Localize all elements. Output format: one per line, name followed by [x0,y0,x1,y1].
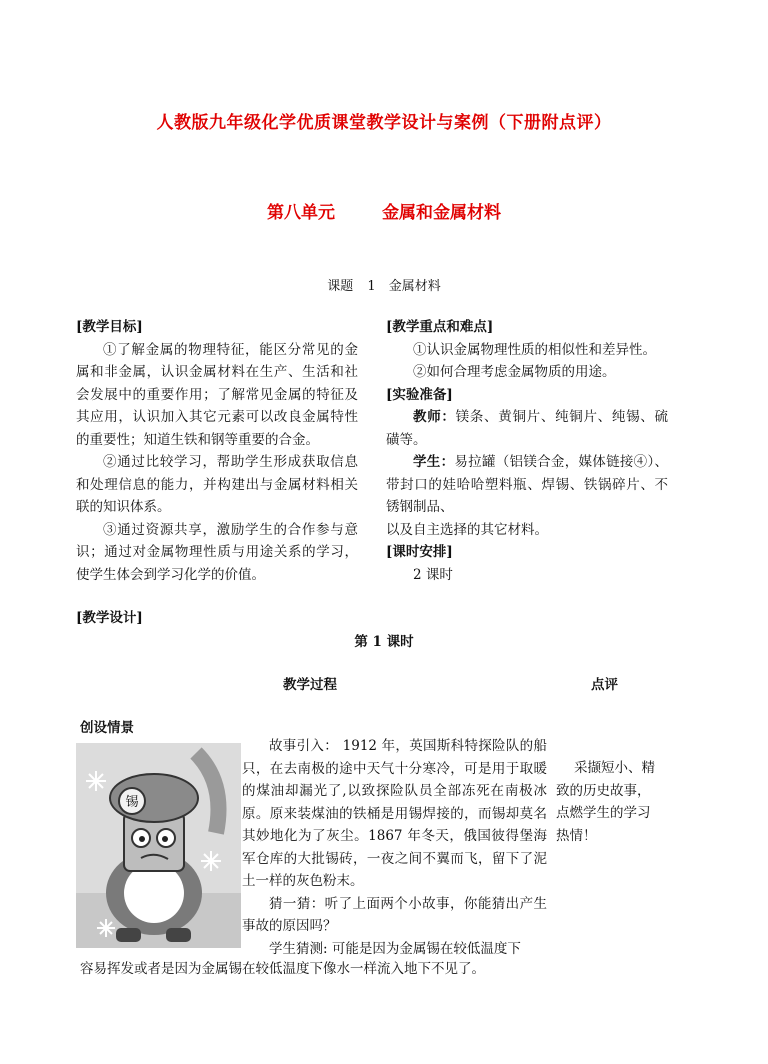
tin-character-illustration [76,743,241,948]
prep-student [386,451,668,519]
prep-teacher [386,406,668,451]
unit-title: 第八单元 金属和金属材料 [267,203,501,223]
prep-student-extra: 以及自主选择的其它材料。 [386,521,548,538]
objectives-heading: [教学目标] [76,319,143,335]
lesson-title: 课题 1 金属材料 [327,279,441,294]
prep-heading: [实验准备] [386,386,453,403]
key-points-heading: [教学重点和难点] [386,319,494,335]
document-title: 人教版九年级化学优质课堂教学设计与案例（下册附点评） [156,113,612,133]
tin-badge: 锡 [125,795,139,810]
key-point-item-2: ②如何合理考虑金属物质的用途。 [413,364,616,380]
guess-question: 猜一猜：听了上面两个小故事，你能猜出产生事故的原因吗？ [242,895,547,934]
objectives-section [76,316,358,586]
student-label: 学生： [413,454,455,470]
objective-item-3: ③通过资源共享，激励学生的合作参与意识；通过对金属物理性质与用途关系的学习，使学生体会到学习化学的价值。 [76,521,358,583]
student-materials: 易拉罐（铝镁合金，媒体链接④）、带封口的娃哈哈塑料瓶、焊锡、铁锅碎片、不锈钢制品、 [386,454,668,515]
key-point-item-1: ①认识金属物理性质的相似性和差异性。 [413,341,656,358]
student-guess-continued: 容易挥发或者是因为金属锡在较低温度下像水一样流入地下不见了。 [80,961,485,977]
comment-text: 采撷短小、精致的历史故事，点燃学生的学习热情！ [556,760,655,844]
scene-heading: 创设情景 [80,720,134,736]
comment-column-header: 点评 [591,677,618,693]
period-title: 第 1 课时 [354,634,414,650]
teacher-materials: 镁条、黄铜片、纯铜片、纯锡、硫磺等。 [386,409,669,448]
objective-item-2: ②通过比较学习，帮助学生形成获取信息和处理信息的能力，并构建出与金属材料相关联的知识体系。 [76,454,358,515]
schedule-heading: [课时安排] [386,544,453,560]
story-text [242,735,547,960]
objective-item-1: ①了解金属的物理特征，能区分常见的金属和非金属，认识金属材料在生产、生活和社会发展中的重要作用；了解常见金属的特征及其应用，认识加入其它元素可以改良金属特性的重要性；知道生铁和钢等重要的合金。 [76,341,358,448]
process-column-header: 教学过程 [283,677,337,693]
teacher-label: 教师： [413,409,456,425]
schedule-value: 2 课时 [413,566,453,583]
student-guess: 学生猜测: 可能是因为金属锡在较低温度下 [269,940,521,957]
right-column [386,316,668,586]
story-intro: 故事引入： 1912 年，英国斯科特探险队的船只，在去南极的途中天气十分寒冷，可是用于取暖的煤油却漏光了,以致探险队员全部冻死在南极冰原。原来装煤油的铁桶是用锡焊接的，而锡却莫名其妙地化为了灰尘。1867 年冬天，俄国彼得堡海军仓库的大批锡砖，一夜之间不翼而飞，留下了泥土一样的灰色粉末。 [242,738,547,889]
design-heading: [教学设计] [76,610,143,626]
